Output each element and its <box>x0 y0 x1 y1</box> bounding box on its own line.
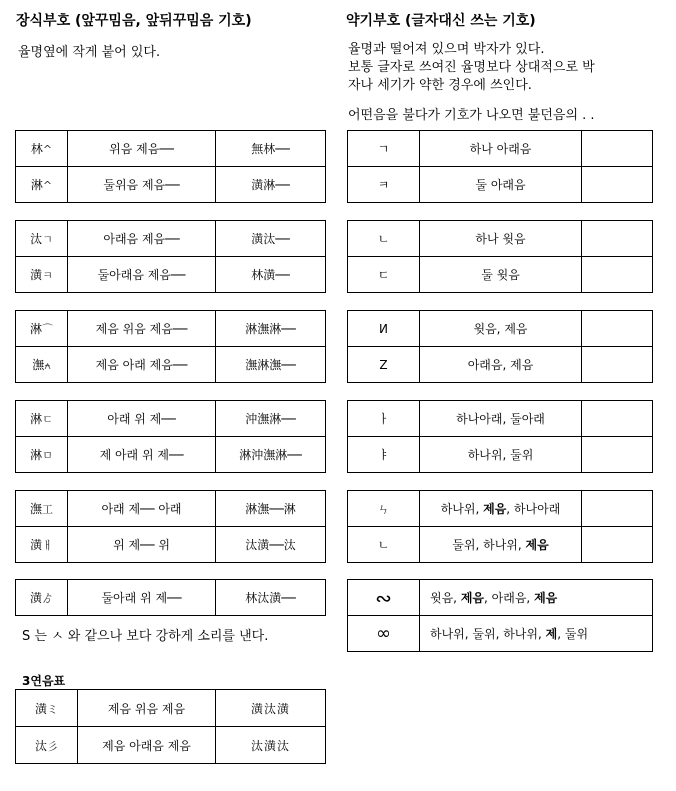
notation-example: 潢汰── <box>216 221 326 257</box>
right-title: 약기부호 (글자대신 쓰는 기호) <box>346 13 536 29</box>
notation-symbol: 汰ㄱ <box>16 221 68 257</box>
notation-description: 아래음 제음── <box>68 221 216 257</box>
right-desc-line-3: 자나 세기가 약한 경우에 쓰인다. <box>348 78 532 93</box>
table-row <box>16 257 326 293</box>
right-table-6 <box>347 579 653 652</box>
abbrev-meaning: 하나아래, 둘아래 <box>420 401 582 437</box>
notation-symbol: 潕⍲ <box>16 347 68 383</box>
left-description: 율명옆에 작게 붙어 있다. <box>18 45 161 60</box>
right-desc-note: 어떤음을 불다가 기호가 나오면 불던음의 . . <box>348 108 595 123</box>
table-row <box>16 727 326 764</box>
abbrev-meaning: 아래음, 제음 <box>420 347 582 383</box>
table-row <box>348 257 653 293</box>
empty-cell <box>582 167 653 203</box>
ornament-mark: 工 <box>42 503 53 516</box>
notation-description: 둘아래 위 제── <box>68 580 216 616</box>
abbrev-symbol: ㄱ <box>348 131 420 167</box>
table-row <box>348 491 653 527</box>
notation-symbol: 林^ <box>16 131 68 167</box>
abbrev-symbol: ∾ <box>348 580 420 616</box>
table-row <box>16 690 326 727</box>
ornament-mark: ㅁ <box>42 449 53 462</box>
empty-cell <box>582 437 653 473</box>
notation-example: 淋潕──淋 <box>216 491 326 527</box>
notation-example: 林潢── <box>216 257 326 293</box>
empty-cell <box>582 257 653 293</box>
notation-description: 둘위음 제음── <box>68 167 216 203</box>
notation-symbol: 淋ㄷ <box>16 401 68 437</box>
ornament-mark: ミ <box>47 702 58 716</box>
empty-cell <box>582 527 653 563</box>
notation-example: 淋潕淋── <box>216 311 326 347</box>
right-desc-line-1: 율명과 떨어져 있으며 박자가 있다. <box>348 42 545 57</box>
notation-example: 潢淋── <box>216 167 326 203</box>
empty-cell <box>582 131 653 167</box>
table-row <box>348 221 653 257</box>
table-row <box>16 580 326 616</box>
abbrev-meaning: 하나위, 제음, 하나아래 <box>420 491 582 527</box>
notation-example: 林汰潢── <box>216 580 326 616</box>
empty-cell <box>582 491 653 527</box>
table-row <box>348 437 653 473</box>
notation-description: 둘아래음 제음── <box>68 257 216 293</box>
notation-description: 제음 위음 제음 <box>78 690 216 727</box>
ornament-mark: ⌒ <box>42 323 53 336</box>
abbrev-symbol: Z <box>348 347 420 383</box>
table-row <box>348 527 653 563</box>
triplet-table <box>15 689 326 764</box>
table-row <box>348 401 653 437</box>
triplet-title: 3연음표 <box>22 674 66 688</box>
table-row <box>348 131 653 167</box>
table-row <box>348 311 653 347</box>
left-table-3 <box>15 310 326 383</box>
abbrev-symbol: ㅏ <box>348 401 420 437</box>
notation-example: 沖潕淋── <box>216 401 326 437</box>
abbrev-meaning: 둘 아래음 <box>420 167 582 203</box>
empty-cell <box>582 221 653 257</box>
table-row <box>16 401 326 437</box>
notation-symbol: 潢ㅋ <box>16 257 68 293</box>
left-table-4 <box>15 400 326 473</box>
empty-cell <box>582 401 653 437</box>
abbrev-meaning: 윗음, 제음, 아래음, 제음 <box>420 580 653 616</box>
right-table-5 <box>347 490 653 563</box>
table-row <box>16 437 326 473</box>
table-row <box>348 616 653 652</box>
empty-cell <box>582 311 653 347</box>
notation-description: 제음 아래음 제음 <box>78 727 216 764</box>
notation-description: 제음 아래 제음── <box>68 347 216 383</box>
notation-symbol: 潢ミ <box>16 690 78 727</box>
abbrev-symbol: ㄴ <box>348 221 420 257</box>
notation-symbol: 淋^ <box>16 167 68 203</box>
notation-example: 無林── <box>216 131 326 167</box>
right-table-3 <box>347 310 653 383</box>
notation-description: 위음 제음── <box>68 131 216 167</box>
notation-description: 제 아래 위 제── <box>68 437 216 473</box>
right-desc-line-2: 보통 글자로 쓰여진 율명보다 상대적으로 박 <box>348 60 595 75</box>
ornament-mark: ^ <box>42 179 53 192</box>
table-row <box>16 131 326 167</box>
notation-symbol: 淋⌒ <box>16 311 68 347</box>
notation-symbol: 汰彡 <box>16 727 78 764</box>
notation-example: 汰潢──汰 <box>216 527 326 563</box>
abbrev-meaning: 윗음, 제음 <box>420 311 582 347</box>
left-title: 장식부호 (앞꾸밈음, 앞뒤꾸밈음 기호) <box>16 13 252 29</box>
abbrev-symbol: ㅑ <box>348 437 420 473</box>
ornament-mark: ^ <box>42 143 53 156</box>
left-table-6 <box>15 579 326 616</box>
table-row <box>16 167 326 203</box>
abbrev-meaning: 하나위, 둘위 <box>420 437 582 473</box>
abbrev-symbol: ㄣ <box>348 491 420 527</box>
notation-description: 아래 제── 아래 <box>68 491 216 527</box>
ornament-mark: 彡 <box>47 739 58 753</box>
abbrev-symbol: И <box>348 311 420 347</box>
notation-description: 아래 위 제── <box>68 401 216 437</box>
ornament-mark: ゟ <box>42 592 53 605</box>
notation-example: 汰潢汰 <box>216 727 326 764</box>
notation-symbol: 潢ゟ <box>16 580 68 616</box>
table-row <box>16 311 326 347</box>
abbrev-meaning: 하나위, 둘위, 하나위, 제, 둘위 <box>420 616 653 652</box>
notation-symbol: 潕工 <box>16 491 68 527</box>
ornament-mark: ㄱ <box>42 233 53 246</box>
notation-symbol: 淋ㅁ <box>16 437 68 473</box>
right-table-4 <box>347 400 653 473</box>
ornament-mark: ㅋ <box>42 269 53 282</box>
empty-cell <box>582 347 653 383</box>
table-row <box>16 491 326 527</box>
abbrev-symbol: ㅋ <box>348 167 420 203</box>
abbrev-symbol: ㄷ <box>348 257 420 293</box>
abbrev-symbol: ∞ <box>348 616 420 652</box>
abbrev-meaning: 둘위, 하나위, 제음 <box>420 527 582 563</box>
abbrev-meaning: 둘 윗음 <box>420 257 582 293</box>
ornament-note: S 는 ㅅ 와 같으나 보다 강하게 소리를 낸다. <box>22 629 269 644</box>
table-row <box>348 167 653 203</box>
left-table-1 <box>15 130 326 203</box>
notation-example: 潢汰潢 <box>216 690 326 727</box>
table-row <box>16 527 326 563</box>
abbrev-meaning: 하나 윗음 <box>420 221 582 257</box>
left-table-5 <box>15 490 326 563</box>
left-table-2 <box>15 220 326 293</box>
notation-example: 淋沖潕淋── <box>216 437 326 473</box>
table-row <box>16 221 326 257</box>
ornament-mark: ㄷ <box>42 413 53 426</box>
table-row <box>348 580 653 616</box>
table-row <box>348 347 653 383</box>
notation-description: 제음 위음 제음── <box>68 311 216 347</box>
notation-example: 潕淋潕── <box>216 347 326 383</box>
right-table-2 <box>347 220 653 293</box>
notation-description: 위 제── 위 <box>68 527 216 563</box>
right-table-1 <box>347 130 653 203</box>
ornament-mark: ㅐ <box>42 539 53 552</box>
table-row <box>16 347 326 383</box>
notation-symbol: 潢ㅐ <box>16 527 68 563</box>
abbrev-symbol: ㄴ <box>348 527 420 563</box>
abbrev-meaning: 하나 아래음 <box>420 131 582 167</box>
ornament-mark: ⍲ <box>44 359 51 372</box>
